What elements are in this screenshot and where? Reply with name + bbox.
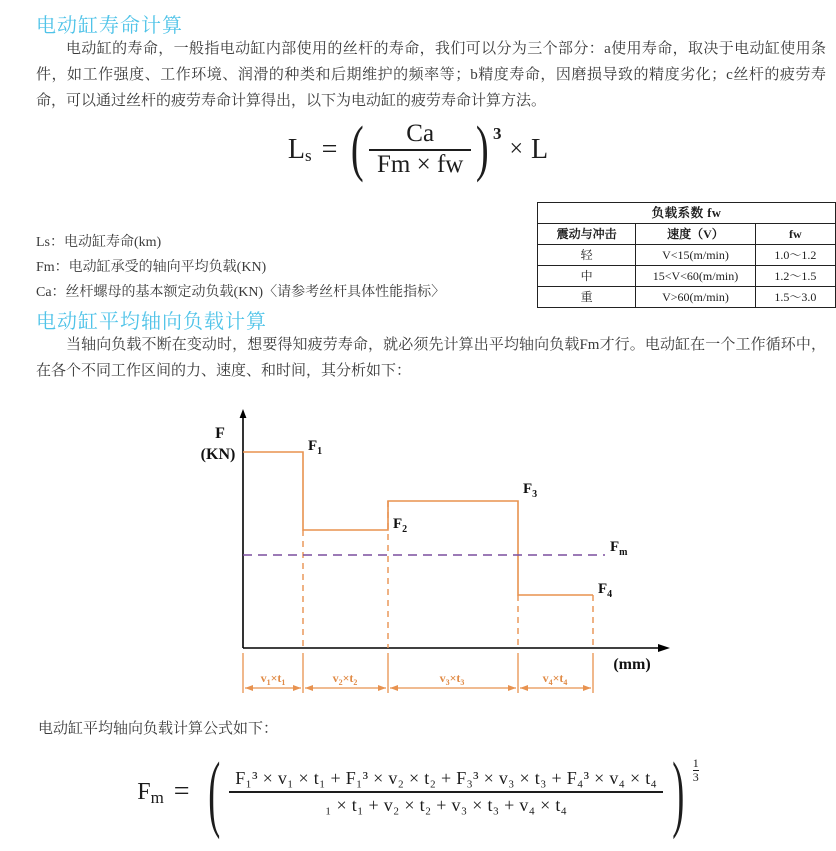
table-row (538, 266, 836, 287)
table-header-speed: 速度（V） (636, 224, 755, 245)
table-cell-speed-medium: 15<V<60(m/min) (636, 266, 755, 287)
table-row (538, 245, 836, 266)
table-cell-speed-light: V<15(m/min) (636, 245, 755, 266)
formula-fm-paren-open: ( (207, 744, 220, 840)
formula-caption: 电动缸平均轴向负载计算公式如下： (38, 721, 279, 737)
table-title: 负载系数 fw (538, 203, 836, 224)
table-cell-shock-heavy: 重 (538, 287, 636, 308)
formula-fm-fraction (229, 766, 663, 817)
step-profile-line (243, 452, 593, 595)
formula-ls-lhs: L (287, 133, 305, 165)
table-cell-speed-heavy: V>60(m/min) (636, 287, 755, 308)
table-cell-shock-medium: 中 (538, 266, 636, 287)
segment-label-3: $v_3\times t_3$ (439, 671, 465, 687)
point-label-fm: $F_m$ (610, 539, 628, 558)
table-cell-fw-heavy: 1.5～3.0 (755, 287, 835, 308)
section-heading-mean-load: 电动缸平均轴向负载计算 (36, 311, 267, 333)
segment-label-2: $v_2\times t_2$ (332, 671, 358, 687)
table-header-fw: fw (755, 224, 835, 245)
formula-ls-paren-open: ( (351, 115, 365, 184)
load-profile-chart (190, 405, 690, 705)
legend-item-ls: Ls：电动缸寿命(km) (36, 235, 162, 250)
y-axis-label-unit: (KN) (200, 446, 236, 463)
formula-fm-paren-close: ) (672, 744, 685, 840)
legend-item-fm: Fm：电动缸承受的轴向平均负载(KN) (36, 260, 267, 275)
formula-fm-lhs-subscript: m (150, 788, 164, 808)
point-label-f4: $F_4$ (598, 581, 613, 600)
point-label-f3: $F_3$ (523, 481, 538, 500)
table-header-row (538, 224, 836, 245)
y-axis-label-f: F (215, 425, 225, 442)
table-cell-fw-medium: 1.2～1.5 (755, 266, 835, 287)
formula-fm-denominator: ₁ × t₁ + v₂ × t₂ + v₃ × t₃ + v₄ × t₄ (325, 795, 568, 816)
symbol-legend-list (36, 230, 445, 305)
table-row (538, 287, 836, 308)
formula-mean-load-equation (0, 744, 836, 840)
table-cell-shock-light: 轻 (538, 245, 636, 266)
formula-ls-lhs-subscript: s (304, 145, 312, 165)
formula-ls-tail: L (531, 133, 549, 165)
formula-fm-lhs: F (137, 778, 151, 805)
table-header-shock: 震动与冲击 (538, 224, 636, 245)
y-axis-arrow (240, 409, 247, 418)
load-profile-chart-svg (190, 405, 690, 705)
formula-ls-denominator: Fm × fw (377, 150, 464, 178)
section-heading-life-calculation: 电动缸寿命计算 (36, 15, 183, 37)
formula-ls-exponent: 3 (493, 123, 502, 143)
formula-fm-exponent (693, 757, 699, 783)
formula-ls-fraction (369, 120, 471, 180)
table-title-row (538, 203, 836, 224)
point-label-f1: $F_1$ (308, 438, 323, 457)
formula-ls-equals: = (321, 133, 338, 165)
formula-ls-numerator: Ca (406, 120, 435, 147)
x-axis-unit-label: (mm) (613, 656, 651, 673)
x-axis-arrow (658, 644, 670, 652)
formula-fm-exponent-denominator: 3 (692, 769, 699, 784)
formula-fm-numerator: F₁³ × v₁ × t₁ + F₁³ × v₂ × t₂ + F₃³ × v₃ × t₃ + F₄³ × v₄ × t₄ (235, 768, 658, 789)
legend-item-ca: Ca：丝杆螺母的基本额定动负载(KN)〈请参考丝杆具体性能指标〉 (36, 285, 446, 300)
formula-life-equation (0, 115, 836, 184)
formula-ls-times: × (509, 136, 524, 163)
paragraph-life-calculation: 电动缸的寿命，一般指电动缸内部使用的丝杆的寿命，我们可以分为三个部分：a使用寿命，取决于电动缸使用条件，如工作强度、工作环境、润滑的种类和后期维护的频率等；b精度寿命，因磨损导致的精度劣化；c丝杆的疲劳寿命，可以通过丝杆的疲劳寿命计算得出，以下为电动缸的疲劳寿命计算方法。 (36, 41, 826, 109)
formula-fm-exponent-numerator: 1 (692, 756, 699, 770)
paragraph-mean-load: 当轴向负载不断在变动时，想要得知疲劳寿命，就必须先计算出平均轴向负载Fm才行。电动缸在一个工作循环中，在各个不同工作区间的力、速度、和时间，其分析如下： (36, 337, 826, 379)
segment-label-4: $v_4\times t_4$ (542, 671, 568, 687)
point-label-f2: $F_2$ (393, 516, 408, 535)
table-cell-fw-light: 1.0～1.2 (755, 245, 835, 266)
formula-fm-equals: = (173, 776, 190, 808)
formula-ls-paren-close: ) (476, 115, 490, 184)
load-factor-table (537, 202, 836, 308)
segment-label-1: $v_1\times t_1$ (260, 671, 286, 687)
